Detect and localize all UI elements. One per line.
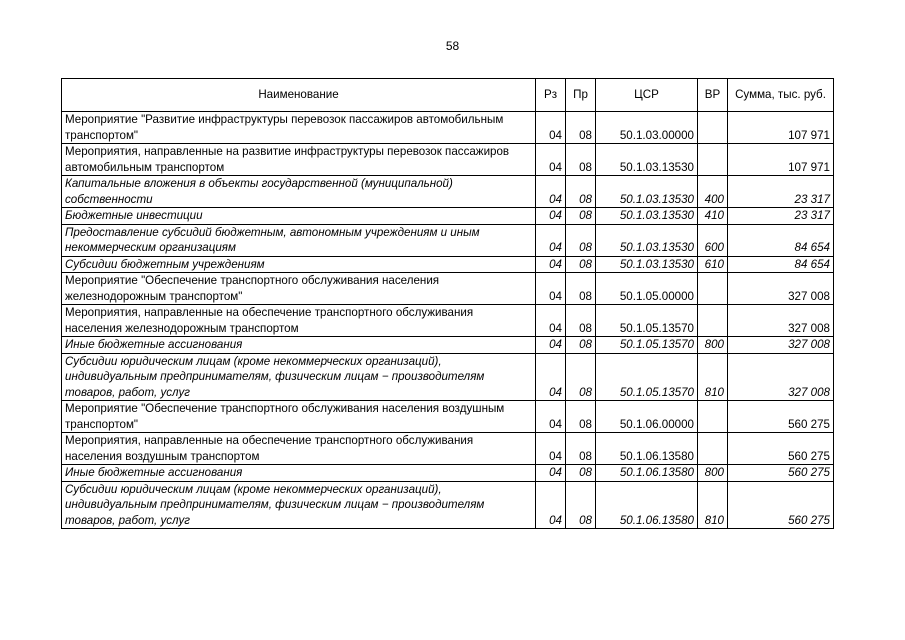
- cell-csr: 50.1.06.13580: [596, 433, 698, 465]
- cell-sum: 23 317: [728, 208, 834, 225]
- cell-name: Иные бюджетные ассигнования: [62, 337, 536, 354]
- cell-vr: 410: [698, 208, 728, 225]
- table-row: [62, 256, 834, 273]
- table-row: [62, 305, 834, 337]
- table-header-row: [62, 79, 834, 112]
- cell-csr: 50.1.03.13530: [596, 208, 698, 225]
- cell-sum: 327 008: [728, 305, 834, 337]
- cell-sum: 560 275: [728, 433, 834, 465]
- cell-pr: 08: [566, 337, 596, 354]
- cell-rz: 04: [536, 353, 566, 401]
- page-number: 58: [445, 39, 460, 53]
- cell-rz: 04: [536, 401, 566, 433]
- cell-pr: 08: [566, 433, 596, 465]
- cell-vr: [698, 112, 728, 144]
- cell-csr: 50.1.05.13570: [596, 305, 698, 337]
- cell-name: Мероприятие "Обеспечение транспортного обслуживания населения воздушным транспортом": [62, 401, 536, 433]
- table-row: [62, 481, 834, 529]
- cell-pr: 08: [566, 256, 596, 273]
- header-csr: ЦСР: [596, 79, 698, 112]
- cell-sum: 560 275: [728, 465, 834, 482]
- cell-csr: 50.1.03.13530: [596, 176, 698, 208]
- cell-pr: 08: [566, 353, 596, 401]
- cell-sum: 107 971: [728, 112, 834, 144]
- cell-sum: 84 654: [728, 224, 834, 256]
- table-body: [62, 112, 834, 529]
- cell-name: Мероприятие "Обеспечение транспортного обслуживания населения железнодорожным транспортом": [62, 273, 536, 305]
- table-row: [62, 224, 834, 256]
- cell-sum: 560 275: [728, 401, 834, 433]
- cell-csr: 50.1.05.13570: [596, 353, 698, 401]
- table-row: [62, 176, 834, 208]
- cell-name: Мероприятие "Развитие инфраструктуры перевозок пассажиров автомобильным транспортом": [62, 112, 536, 144]
- cell-csr: 50.1.03.13530: [596, 144, 698, 176]
- cell-name: Капитальные вложения в объекты государственной (муниципальной) собственности: [62, 176, 536, 208]
- table-row: [62, 208, 834, 225]
- cell-pr: 08: [566, 144, 596, 176]
- cell-rz: 04: [536, 208, 566, 225]
- cell-csr: 50.1.05.00000: [596, 273, 698, 305]
- cell-sum: 327 008: [728, 337, 834, 354]
- cell-sum: 23 317: [728, 176, 834, 208]
- budget-table: [61, 78, 834, 529]
- cell-pr: 08: [566, 208, 596, 225]
- cell-rz: 04: [536, 433, 566, 465]
- cell-pr: 08: [566, 224, 596, 256]
- cell-name: Иные бюджетные ассигнования: [62, 465, 536, 482]
- cell-rz: 04: [536, 256, 566, 273]
- cell-vr: 800: [698, 337, 728, 354]
- table-row: [62, 112, 834, 144]
- cell-vr: 800: [698, 465, 728, 482]
- cell-pr: 08: [566, 176, 596, 208]
- cell-sum: 107 971: [728, 144, 834, 176]
- cell-sum: 327 008: [728, 273, 834, 305]
- cell-vr: [698, 401, 728, 433]
- cell-vr: [698, 305, 728, 337]
- cell-rz: 04: [536, 144, 566, 176]
- cell-name: Субсидии юридическим лицам (кроме некоммерческих организаций), индивидуальным предпринимателям, физическим лицам − производителям товаров, работ, услуг: [62, 481, 536, 529]
- cell-csr: 50.1.05.13570: [596, 337, 698, 354]
- table-row: [62, 465, 834, 482]
- cell-pr: 08: [566, 112, 596, 144]
- header-pr: Пр: [566, 79, 596, 112]
- cell-name: Мероприятия, направленные на обеспечение транспортного обслуживания населения воздушным транспортом: [62, 433, 536, 465]
- cell-name: Бюджетные инвестиции: [62, 208, 536, 225]
- cell-pr: 08: [566, 465, 596, 482]
- header-sum: Сумма, тыс. руб.: [728, 79, 834, 112]
- cell-vr: [698, 144, 728, 176]
- cell-pr: 08: [566, 273, 596, 305]
- header-vr: ВР: [698, 79, 728, 112]
- cell-vr: [698, 433, 728, 465]
- cell-pr: 08: [566, 481, 596, 529]
- table-row: [62, 401, 834, 433]
- cell-pr: 08: [566, 305, 596, 337]
- cell-rz: 04: [536, 273, 566, 305]
- cell-name: Мероприятия, направленные на развитие инфраструктуры перевозок пассажиров автомобильным транспортом: [62, 144, 536, 176]
- cell-csr: 50.1.06.00000: [596, 401, 698, 433]
- header-name: Наименование: [62, 79, 536, 112]
- cell-name: Мероприятия, направленные на обеспечение транспортного обслуживания населения железнодорожным транспортом: [62, 305, 536, 337]
- cell-csr: 50.1.06.13580: [596, 481, 698, 529]
- cell-rz: 04: [536, 176, 566, 208]
- cell-name: Субсидии бюджетным учреждениям: [62, 256, 536, 273]
- cell-vr: [698, 273, 728, 305]
- table-row: [62, 433, 834, 465]
- cell-csr: 50.1.03.13530: [596, 256, 698, 273]
- table-row: [62, 273, 834, 305]
- table-row: [62, 144, 834, 176]
- cell-csr: 50.1.03.13530: [596, 224, 698, 256]
- cell-rz: 04: [536, 481, 566, 529]
- cell-sum: 327 008: [728, 353, 834, 401]
- table-row: [62, 353, 834, 401]
- header-rz: Рз: [536, 79, 566, 112]
- cell-rz: 04: [536, 305, 566, 337]
- cell-rz: 04: [536, 337, 566, 354]
- cell-vr: 400: [698, 176, 728, 208]
- cell-csr: 50.1.06.13580: [596, 465, 698, 482]
- cell-sum: 84 654: [728, 256, 834, 273]
- cell-rz: 04: [536, 224, 566, 256]
- cell-csr: 50.1.03.00000: [596, 112, 698, 144]
- cell-vr: 610: [698, 256, 728, 273]
- cell-vr: 600: [698, 224, 728, 256]
- cell-name: Предоставление субсидий бюджетным, автономным учреждениям и иным некоммерческим организациям: [62, 224, 536, 256]
- cell-rz: 04: [536, 465, 566, 482]
- cell-pr: 08: [566, 401, 596, 433]
- cell-vr: 810: [698, 481, 728, 529]
- table-row: [62, 337, 834, 354]
- cell-name: Субсидии юридическим лицам (кроме некоммерческих организаций), индивидуальным предпринимателям, физическим лицам − производителям товаров, работ, услуг: [62, 353, 536, 401]
- cell-sum: 560 275: [728, 481, 834, 529]
- cell-vr: 810: [698, 353, 728, 401]
- cell-rz: 04: [536, 112, 566, 144]
